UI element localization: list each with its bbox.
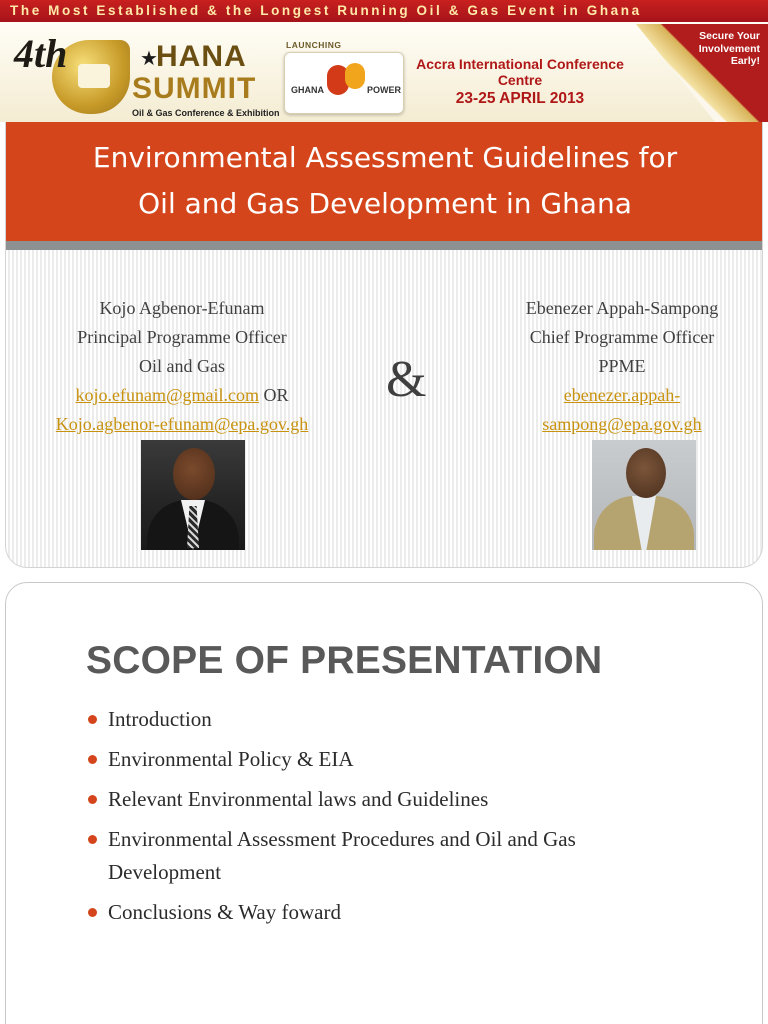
list-item: Introduction — [88, 703, 688, 736]
presenter-role: Principal Programme Officer — [77, 327, 287, 347]
venue-name: Accra International Conference Centre — [416, 56, 624, 88]
title-band — [6, 122, 763, 250]
list-item: Environmental Policy & EIA — [88, 743, 688, 776]
logo-ordinal: 4th — [14, 31, 68, 76]
bullet-icon — [88, 795, 97, 804]
email-link-epa-line2[interactable]: sampong@epa.gov.gh — [542, 414, 702, 434]
logo-name-line2: SUMMIT — [132, 72, 257, 105]
title-slide — [5, 122, 763, 568]
email-link-epa[interactable]: Kojo.agbenor-efunam@epa.gov.gh — [55, 414, 309, 434]
list-item: Environmental Assessment Procedures and Oil and Gas Development — [88, 823, 688, 889]
ghana-power-left: GHANA — [291, 85, 324, 95]
banner-tagline: The Most Established & the Longest Running Oil & Gas Event in Ghana — [0, 0, 768, 22]
gp-logo-icon — [327, 59, 367, 99]
secure-involvement-text: Secure Your Involvement Early! — [698, 30, 760, 67]
ghana-power-right: POWER — [367, 85, 402, 95]
presenter-role: Chief Programme Officer — [529, 327, 715, 347]
presenter-dept: Oil and Gas — [139, 356, 225, 376]
bullet-icon — [88, 908, 97, 917]
logo-subtitle: Oil & Gas Conference & Exhibition — [132, 108, 280, 118]
presenter-left — [24, 294, 340, 439]
bullet-icon — [88, 835, 97, 844]
or-text: OR — [263, 385, 289, 405]
scope-list — [88, 703, 688, 936]
presenter-email-row — [24, 381, 340, 410]
presenter-dept: PPME — [598, 356, 646, 376]
scope-slide — [5, 582, 763, 1024]
event-venue — [408, 56, 632, 108]
ampersand: & — [386, 351, 427, 408]
event-banner — [0, 0, 768, 122]
event-date: 23-25 APRIL 2013 — [455, 90, 585, 107]
list-item: Conclusions & Way foward — [88, 896, 688, 929]
logo-name-line1: HANA — [156, 40, 247, 73]
email-link-gmail[interactable]: kojo.efunam@gmail.com — [75, 385, 260, 405]
slide-title-line1: Environmental Assessment Guidelines for — [92, 141, 678, 174]
page-curl-cta[interactable] — [636, 24, 768, 122]
slide-title-line2: Oil and Gas Development in Ghana — [138, 187, 632, 220]
list-item: Relevant Environmental laws and Guidelines — [88, 783, 688, 816]
ghana-summit-logo — [14, 30, 284, 118]
ghana-power-logo — [284, 52, 404, 114]
bullet-icon — [88, 715, 97, 724]
presenter-photo-left — [141, 440, 245, 550]
logo-g-cutout — [78, 64, 110, 88]
presenter-right — [506, 294, 738, 439]
black-star-icon: ★ — [140, 48, 158, 70]
launching-ghana-power — [284, 40, 404, 116]
launching-label: LAUNCHING — [286, 40, 342, 50]
presenter-name: Kojo Agbenor-Efunam — [99, 298, 265, 318]
presenter-photo-right — [592, 440, 696, 550]
email-link-epa-line1[interactable]: ebenezer.appah- — [563, 385, 681, 405]
presenter-name: Ebenezer Appah-Sampong — [525, 298, 719, 318]
bullet-icon — [88, 755, 97, 764]
scope-heading: SCOPE OF PRESENTATION — [86, 639, 603, 682]
